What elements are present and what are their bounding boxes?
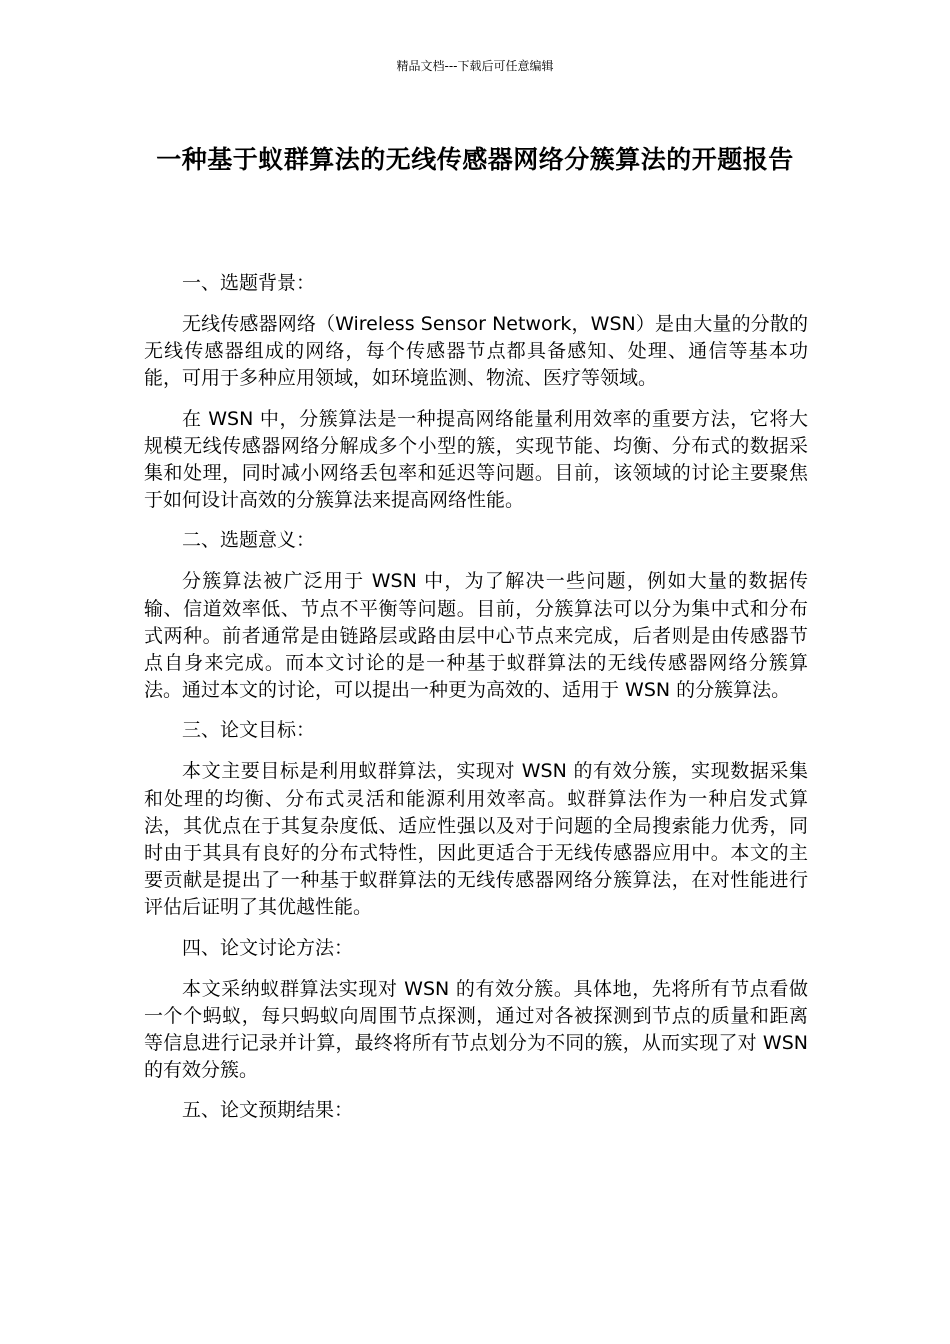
section-methods [144, 935, 808, 1085]
paragraph: 在 WSN 中，分簇算法是一种提高网络能量利用效率的重要方法，它将大规模无线传感器网络分解成多个小型的簇，实现节能、均衡、分布式的数据采集和处理，同时减小网络丢包率和延迟等问题。目前，该领域的讨论主要聚焦于如何设计高效的分簇算法来提高网络性能。 [144, 407, 808, 512]
section-background [144, 270, 808, 514]
section-objectives [144, 717, 808, 921]
section-heading: 二、选题意义： [182, 529, 316, 552]
page-header-note: 精品文档---下载后可任意编辑 [396, 59, 554, 73]
section-heading: 四、论文讨论方法： [182, 936, 354, 959]
paragraph: 无线传感器网络（Wireless Sensor Network，WSN）是由大量的分散的无线传感器组成的网络，每个传感器节点都具备感知、处理、通信等基本功能，可用于多种应用领域，如环境监测、物流、医疗等领域。 [144, 313, 808, 390]
paragraph: 本文主要目标是利用蚁群算法，实现对 WSN 的有效分簇，实现数据采集和处理的均衡、分布式灵活和能源利用效率高。蚁群算法作为一种启发式算法，其优点在于其复杂度低、适应性强以及对于问题的全局搜索能力优秀，同时由于其具有良好的分布式特性，因此更适合于无线传感器应用中。本文的主要贡献是提出了一种基于蚁群算法的无线传感器网络分簇算法，在对性能进行评估后证明了其优越性能。 [144, 760, 808, 919]
paragraph: 本文采纳蚁群算法实现对 WSN 的有效分簇。具体地，先将所有节点看做一个个蚂蚁，每只蚂蚁向周围节点探测，通过对各被探测到节点的质量和距离等信息进行记录并计算，最终将所有节点划分为不同的簇，从而实现了对 WSN 的有效分簇。 [144, 977, 808, 1082]
section-heading: 一、选题背景： [182, 272, 316, 294]
paragraph: 分簇算法被广泛用于 WSN 中，为了解决一些问题，例如大量的数据传输、信道效率低、节点不平衡等问题。目前，分簇算法可以分为集中式和分布式两种。前者通常是由链路层或路由层中心节点来完成，后者则是由传感器节点自身来完成。而本文讨论的是一种基于蚁群算法的无线传感器网络分簇算法。通过本文的讨论，可以提出一种更为高效的、适用于 WSN 的分簇算法。 [144, 570, 808, 702]
section-significance [144, 527, 808, 704]
section-expected-results [144, 1097, 808, 1124]
section-heading: 五、论文预期结果： [182, 1099, 354, 1122]
document-body [144, 270, 808, 1138]
document-title: 一种基于蚁群算法的无线传感器网络分簇算法的开题报告 [156, 145, 794, 174]
section-heading: 三、论文目标： [182, 719, 316, 742]
